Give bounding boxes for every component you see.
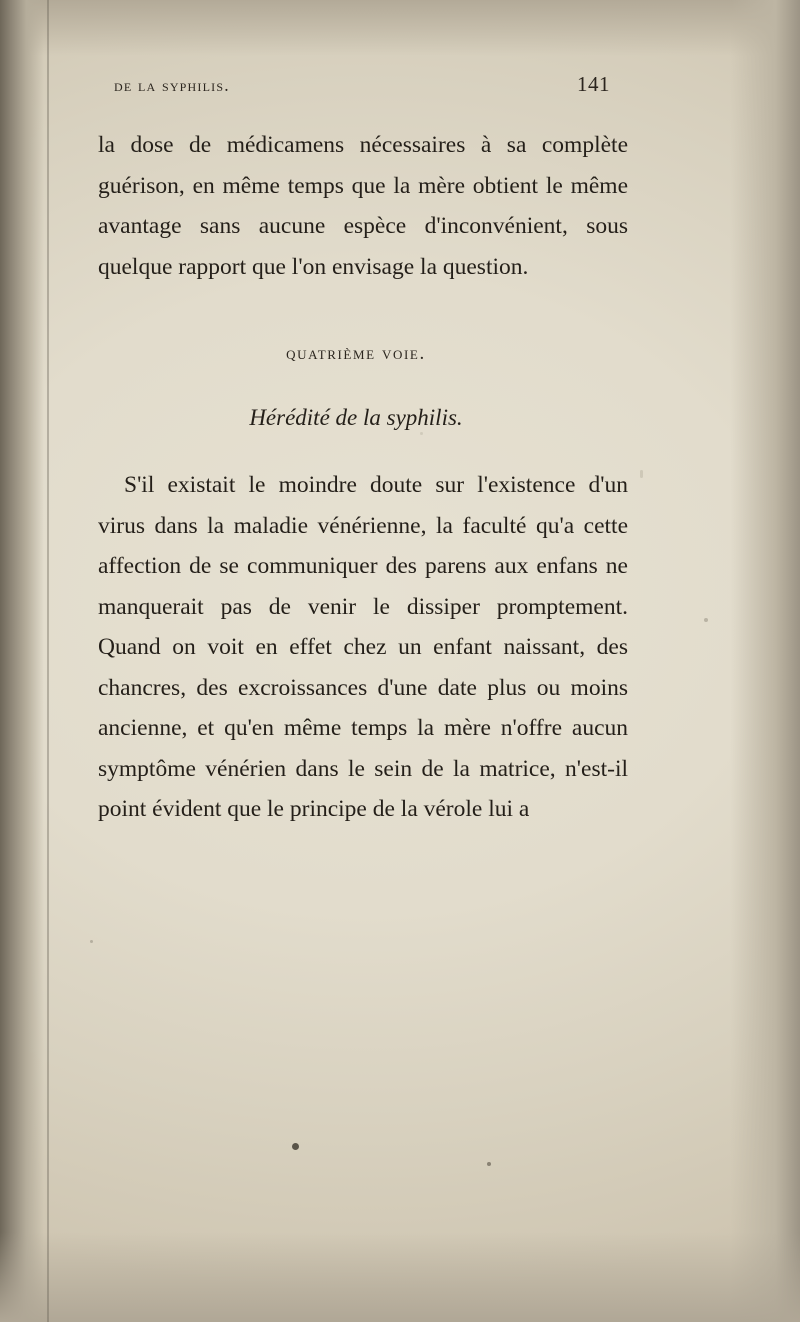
scan-shadow-top xyxy=(0,0,800,56)
paragraph: la dose de médicamens nécessaires à sa complète guérison, en même temps que la mère obtient le même avantage sans aucune espèce d'inconvénient, sous quelque rapport que l'on envisage la question. xyxy=(98,132,628,280)
running-head-title: de la syphilis. xyxy=(114,75,230,95)
page-content xyxy=(96,72,696,830)
scan-shadow-right xyxy=(730,0,800,1322)
gutter-rule xyxy=(47,0,49,1322)
page-ornament-dot xyxy=(292,1143,299,1150)
paragraph: S'il existait le moindre doute sur l'existence d'un virus dans la maladie vénérienne, la faculté qu'a cette affection de se communiquer des parens aux enfans ne manquerait pas de venir le dissiper promptement. Quand on voit en effet chez un enfant naissant, des chancres, des excroissances d'une date plus ou moins ancienne, et qu'en même temps la mère n'offre aucun symptôme vénérien dans le sein de la matrice, n'est-il point évident que le principe de la vérole lui a xyxy=(98,472,628,822)
scan-speck xyxy=(704,618,708,622)
body-paragraph-second xyxy=(98,465,628,830)
section-heading: quatrième voie. xyxy=(286,343,426,364)
scan-shadow-left xyxy=(0,0,44,1322)
page-number: 141 xyxy=(577,72,610,96)
page-ornament-dot-small xyxy=(487,1162,491,1166)
section-subheading: Hérédité de la syphilis. xyxy=(249,405,463,430)
scan-speck xyxy=(90,940,93,943)
running-head xyxy=(114,72,610,99)
scan-shadow-bottom xyxy=(0,1232,800,1322)
body-paragraph-first xyxy=(98,125,628,287)
